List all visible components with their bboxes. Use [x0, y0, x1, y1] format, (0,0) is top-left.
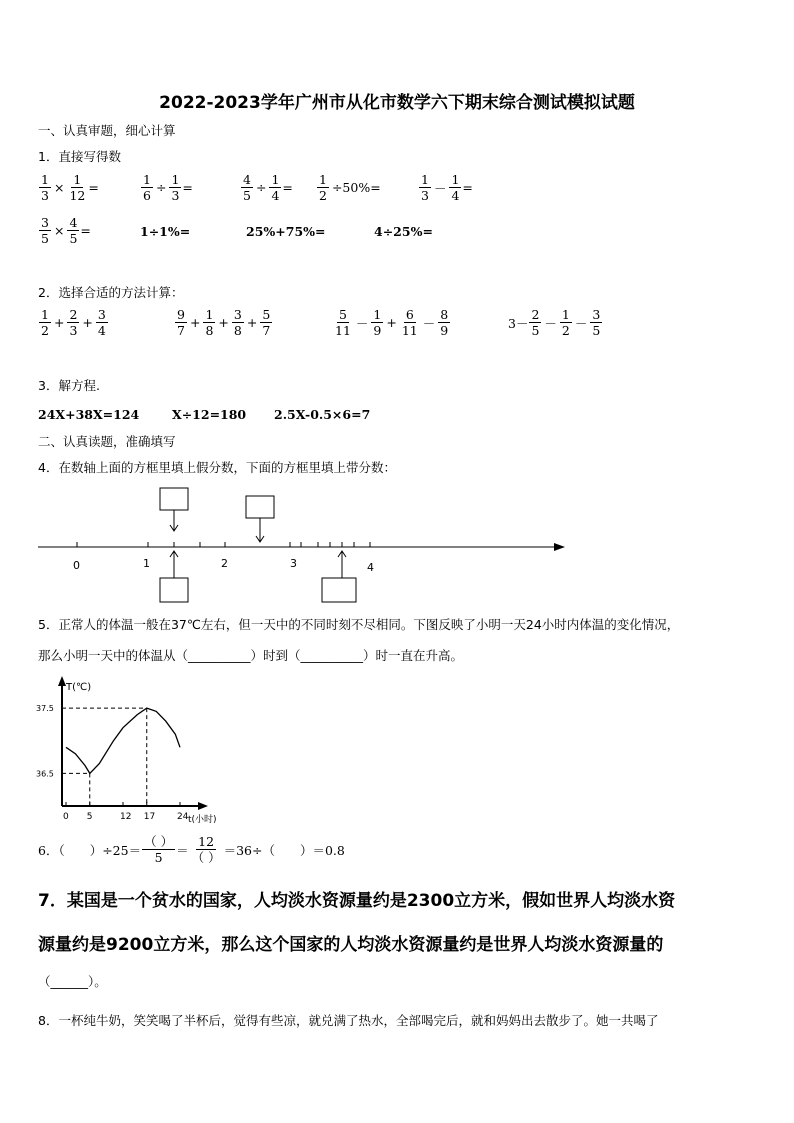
temperature-chart [36, 672, 226, 834]
fraction: $\frac{1}{4}$ [271, 172, 280, 203]
q1-expr-9: 4÷25%= [374, 224, 433, 239]
q3-equation-1: 24X+38X=124 [38, 407, 140, 422]
q1-expr-3: $\frac{4}{5}$ ÷ $\frac{1}{4}$ = [243, 172, 293, 203]
q1-expr-2: $\frac{1}{6}$ ÷ $\frac{1}{3}$ = [143, 172, 193, 203]
fraction: $\frac{3}{5}$ [592, 307, 601, 338]
q5-line-1: 5．正常人的体温一般在37℃左右，但一天中的不同时刻不尽相同。下图反映了小明一天24小时内体温的变化情况， [38, 617, 680, 632]
y-tick-label: 36.5 [36, 769, 54, 779]
answer-box-below-1[interactable] [160, 578, 188, 602]
answer-box-above-2[interactable] [246, 496, 274, 518]
number-line-arrow [554, 543, 565, 551]
q5-line-2: 那么小明一天中的体温从（__________）时到（__________）时一直在升高。 [38, 648, 464, 663]
q2-expr-3: $\frac{5}{11}$ － $\frac{1}{9}$ + $\frac{6}{11}$ － $\frac{8}{9}$ [335, 307, 449, 338]
x-tick-label: 0 [63, 812, 69, 822]
q1-expr-1: $\frac{1}{3}$ × $\frac{1}{12}$ = [41, 172, 99, 203]
q1-expr-5: $\frac{1}{3}$ － $\frac{1}{4}$ = [421, 172, 473, 203]
q7-line-2: 源量约是9200立方米，那么这个国家的人均淡水资源量约是世界人均淡水资源量的 [38, 935, 664, 955]
q7-line-3: （______）。 [38, 974, 107, 989]
tick-label: 1 [143, 557, 150, 570]
q3-equation-3: 2.5X-0.5×6=7 [274, 407, 371, 422]
fraction: $\frac{1}{6}$ [143, 172, 151, 203]
fraction: $\frac{1}{3}$ [171, 172, 180, 203]
fraction: $\frac{6}{11}$ [401, 307, 418, 338]
x-tick-label: 5 [86, 812, 93, 822]
x-axis-label: t(小时) [188, 815, 217, 825]
x-tick-label: 17 [143, 812, 156, 822]
fraction: $\frac{1}{2}$ [41, 307, 49, 338]
y-tick-label: 37.5 [36, 704, 54, 714]
q2-label: 2．选择合适的方法计算： [38, 285, 184, 300]
y-axis-arrow [58, 676, 66, 686]
fraction: $\frac{1}{2}$ [319, 172, 327, 203]
tick-label: 0 [73, 559, 80, 572]
section-1-heading: 一、认真审题，细心计算 [38, 123, 176, 138]
fraction: $\frac{1}{9}$ [373, 307, 382, 338]
fraction: $\frac{4}{5}$ [243, 172, 251, 203]
page-title: 2022-2023学年广州市从化市数学六下期末综合测试模拟试题 [159, 93, 635, 113]
x-tick-label: 24 [177, 812, 189, 822]
section-2-heading: 二、认真读题，准确填写 [38, 434, 176, 449]
fraction: $\frac{1}{3}$ [41, 172, 49, 203]
y-axis-label: T(℃) [66, 682, 92, 693]
q3-label: 3．解方程. [38, 378, 100, 393]
number-line-diagram [30, 485, 575, 607]
fraction: $\frac{3}{4}$ [97, 307, 106, 338]
fraction: $\frac{1}{8}$ [205, 307, 214, 338]
q4-label: 4．在数轴上面的方框里填上假分数，下面的方框里填上带分数： [38, 460, 396, 475]
q1-expr-4: $\frac{1}{2}$ ÷50%= [319, 172, 381, 203]
q2-expr-1: $\frac{1}{2}$ + $\frac{2}{3}$ + $\frac{3}{4}$ [41, 307, 106, 338]
q1-label: 1．直接写得数 [38, 149, 121, 164]
fraction: $\frac{9}{7}$ [177, 307, 185, 338]
fraction: $\frac{2}{3}$ [69, 307, 78, 338]
fraction: $\frac{1}{3}$ [421, 172, 429, 203]
answer-box-below-2[interactable] [322, 578, 356, 602]
q6-line: 6．（ ）÷25＝ $\frac{( )}{5}$ ＝ $\frac{12}{( )}$ ＝36÷（ ）＝0.8 [38, 834, 345, 865]
fraction: $\frac{5}{11}$ [335, 307, 351, 338]
q3-equation-2: X÷12=180 [172, 407, 247, 422]
x-axis-arrow [198, 802, 208, 810]
fraction: $\frac{3}{5}$ [41, 215, 49, 246]
tick-label: 4 [367, 561, 374, 574]
reference-lines [62, 708, 147, 806]
fraction: $\frac{1}{2}$ [561, 307, 570, 338]
fraction: $\frac{1}{12}$ [69, 172, 86, 203]
fraction: $\frac{4}{5}$ [69, 215, 78, 246]
fraction: $\frac{1}{4}$ [451, 172, 460, 203]
q2-expr-2: $\frac{9}{7}$ + $\frac{1}{8}$ + $\frac{3}{8}$ + $\frac{5}{7}$ [177, 307, 271, 338]
q1-expr-8: 25%+75%= [246, 224, 326, 239]
q7-line-1: 7．某国是一个贫水的国家，人均淡水资源量约是2300立方米，假如世界人均淡水资 [38, 891, 676, 911]
q1-expr-7: 1÷1%= [140, 224, 191, 239]
fraction: $\frac{3}{8}$ [233, 307, 242, 338]
temperature-curve [66, 708, 180, 773]
x-tick-label: 12 [120, 812, 132, 822]
tick-label: 3 [290, 557, 297, 570]
fraction: $\frac{2}{5}$ [531, 307, 540, 338]
q2-expr-4: 3－ $\frac{2}{5}$ － $\frac{1}{2}$ － $\frac{3}{5}$ [508, 307, 601, 338]
fraction: $\frac{( )}{5}$ [144, 834, 174, 865]
q1-expr-6: $\frac{3}{5}$ × $\frac{4}{5}$ = [41, 215, 91, 246]
q8-line-1: 8．一杯纯牛奶，笑笑喝了半杯后，觉得有些凉，就兑满了热水，全部喝完后，就和妈妈出去散步了。她一共喝了 [38, 1013, 659, 1028]
fraction: $\frac{8}{9}$ [440, 307, 449, 338]
answer-box-above-1[interactable] [160, 488, 188, 510]
fraction: $\frac{12}{( )}$ [191, 834, 221, 865]
fraction: $\frac{5}{7}$ [262, 307, 271, 338]
tick-label: 2 [221, 557, 228, 570]
